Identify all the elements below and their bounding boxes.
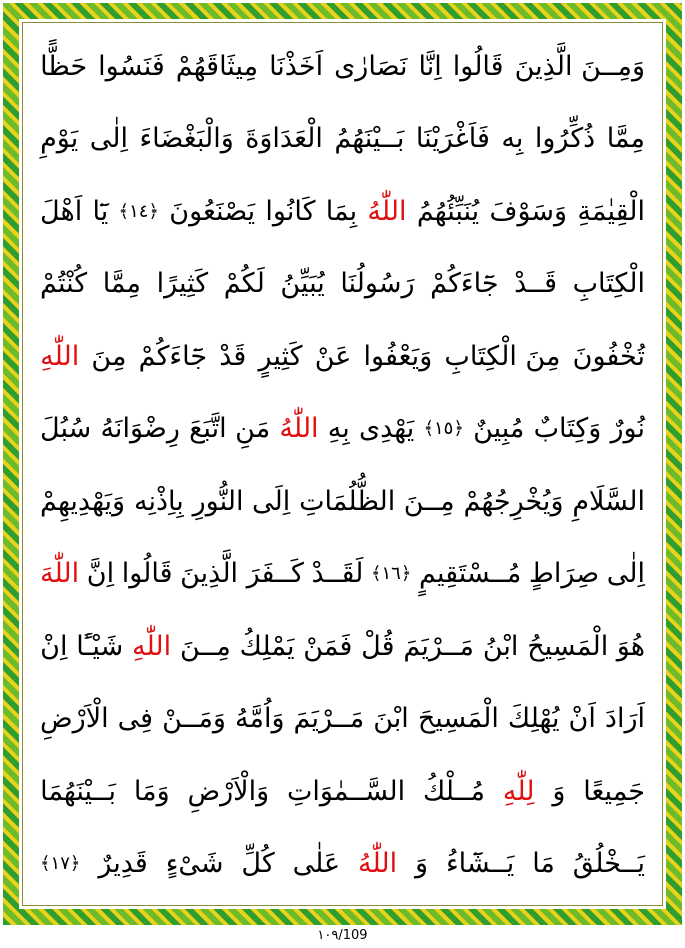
verse-word: رِضْوَانَهُ [100, 413, 180, 445]
verse-word: وَسَوْفَ [489, 195, 568, 227]
verse-word: قَالُوا [121, 558, 173, 590]
verse-word: وَمَــنْ [162, 703, 226, 735]
verse-word: عَلٰى [292, 848, 341, 880]
verse-word: السَّــمٰوَاتِ [287, 775, 406, 807]
verse-word: سُبُلَ [40, 413, 92, 445]
verse-number: ﴿١٤﴾ [118, 200, 159, 222]
verse-line [40, 175, 645, 248]
verse-word: يَــخْلُقُ [572, 848, 645, 880]
verse-word: مِمَّا [606, 123, 645, 155]
verse-word: مُــسْتَقِيمٍ [418, 558, 522, 590]
verse-line [40, 538, 645, 611]
verse-word: يُنَبِّئُهُمُ [416, 195, 480, 227]
verse-word: اِلٰى [89, 123, 128, 155]
verse-word: ذُكِّرُوا [534, 123, 596, 155]
verse-word: لِلّٰهِ [502, 775, 535, 807]
verse-word: كُلِّ [241, 848, 275, 880]
verse-word: كَثِيرًا [156, 268, 209, 300]
verse-word: وَ [415, 848, 429, 880]
verse-word: قَالُوا [452, 50, 504, 82]
verse-word: كَانُوا [265, 195, 316, 227]
verse-word: مُبِينٌ [473, 413, 525, 445]
verse-word: يَٓا [92, 195, 109, 227]
verse-word: وَيَعْفُوا [363, 340, 433, 372]
verse-word: الْاَرْضِ [40, 703, 109, 735]
verse-word: عَنْ [314, 340, 352, 372]
verse-word: قَدْ [219, 340, 247, 372]
verse-word: فَنَسُوا [98, 50, 165, 82]
verse-word: يُهْلِكَ [507, 703, 560, 735]
verse-word: وَيَهْدِيهِمْ [40, 485, 126, 517]
verse-word: فِى [117, 703, 154, 735]
verse-word: مَــرْيَمَ [293, 703, 365, 735]
verse-word: اَرَادَ [604, 703, 645, 735]
verse-word: يَوْمِ [40, 123, 79, 155]
verse-word: اَخَذْنَا [269, 50, 324, 82]
verse-word: شَيْـًٔا [76, 630, 124, 662]
verse-word: وَالْاَرْضِ [187, 775, 270, 807]
verse-word: وَمَا [133, 775, 170, 807]
verse-word: اللّٰهَ [40, 558, 80, 590]
verse-word: اللّٰهِ [40, 340, 80, 372]
verse-word: شَىْءٍ [165, 848, 224, 880]
verse-word: بَــيْنَهُمُ [334, 123, 405, 155]
verse-word: مِــنَ الظُّلُمَاتِ [299, 485, 455, 517]
verse-word: بَــيْنَهُمَا [40, 775, 117, 807]
verse-word: اَنْ [568, 703, 596, 735]
verse-word: هُوَ الْمَسِيحُ [527, 630, 645, 662]
verse-line [40, 683, 645, 756]
verse-word: مِنَ الْكِتَابِ [444, 340, 561, 372]
verse-word: مِمَّا [102, 268, 142, 300]
verse-word: يَصْنَعُونَ [169, 195, 256, 227]
verse-line [40, 828, 645, 901]
verse-word: السَّلَامِ [572, 485, 645, 517]
verse-word: مِــنَ [179, 630, 231, 662]
verse-word: مِيثَاقَهُمْ [175, 50, 259, 82]
verse-word: اِلَى النُّورِ [192, 485, 291, 517]
verse-word: نَصَارٰى [334, 50, 408, 82]
verse-word: فَاَغْرَيْنَا [415, 123, 490, 155]
verse-line [40, 30, 645, 103]
verse-text-area [40, 30, 645, 900]
verse-word: اللّٰهُ [279, 413, 319, 445]
verse-word: قَــدْ [514, 268, 557, 300]
verse-word: قَدِيرٌ [98, 848, 148, 880]
verse-line [40, 465, 645, 538]
verse-word: الْكِتَابِ [572, 268, 645, 300]
verse-word: يَمْلِكُ [239, 630, 295, 662]
verse-word: جَٓاءَكُمْ [430, 268, 499, 300]
verse-word: تُخْفُونَ [572, 340, 645, 372]
verse-word: جَمِيعًا [583, 775, 645, 807]
verse-line [40, 755, 645, 828]
verse-word: مَــرْيَمَ [403, 630, 475, 662]
verse-word: الْعَدَاوَةَ [245, 123, 323, 155]
page-number: ١٠٩/109 [317, 928, 368, 943]
verse-line [40, 320, 645, 393]
verse-word: اِنَّا [418, 50, 442, 82]
verse-word: وَيُخْرِجُهُمْ [463, 485, 564, 517]
verse-word: بِه [501, 123, 524, 155]
verse-word: اِلٰى [606, 558, 645, 590]
verse-word: بِمَا [325, 195, 358, 227]
verse-word: اَهْلَ [40, 195, 83, 227]
verse-word: رَسُولُنَا [340, 268, 415, 300]
verse-word: جَٓاءَكُمْ [138, 340, 208, 372]
verse-word: وَ [552, 775, 566, 807]
verse-word: كَــفَرَ الَّذِينَ [180, 558, 304, 590]
verse-word: كُنْتُمْ [40, 268, 88, 300]
verse-word: لَقَــدْ [311, 558, 364, 590]
verse-word: ابْنُ [482, 630, 519, 662]
verse-word: وَكِتَابٌ [533, 413, 602, 445]
verse-word: اللّٰهِ [132, 630, 172, 662]
verse-word: لَكُمْ [223, 268, 265, 300]
verse-word: الْمَسِيحَ [417, 703, 499, 735]
verse-word: نُورٌ [610, 413, 645, 445]
verse-word: وَمِــنَ الَّذِينَ [514, 50, 645, 82]
verse-word: اللّٰهُ [367, 195, 407, 227]
verse-word: فَمَنْ [303, 630, 353, 662]
verse-word: حَظًّا [40, 50, 88, 82]
verse-word: اِنْ [40, 630, 68, 662]
verse-word: وَالْبَغْضَاءَ [139, 123, 234, 155]
verse-line [40, 393, 645, 466]
verse-number: ﴿١٧﴾ [40, 853, 81, 875]
verse-line [40, 103, 645, 176]
verse-word: مُــلْكُ [423, 775, 485, 807]
verse-word: كَثِيرٍ [258, 340, 303, 372]
verse-word: بِاِذْنِه [133, 485, 184, 517]
verse-line [40, 248, 645, 321]
verse-word: قُلْ [361, 630, 395, 662]
verse-word: اللّٰهُ [358, 848, 398, 880]
verse-word: يَهْدِى [358, 413, 415, 445]
verse-word: مَا [532, 848, 555, 880]
verse-word: ابْنَ [373, 703, 409, 735]
verse-word: الْقِيٰمَةِ [577, 195, 645, 227]
verse-word: يُبَيِّنُ [280, 268, 325, 300]
verse-word: وَاُمَّهُ [235, 703, 285, 735]
verse-line [40, 610, 645, 683]
verse-word: صِرَاطٍ [528, 558, 600, 590]
verse-word: اِنَّ [86, 558, 115, 590]
verse-word: يَــشَٓاءُ [445, 848, 515, 880]
verse-word: مِنَ [91, 340, 127, 372]
verse-word: بِهِ [327, 413, 350, 445]
verse-word: مَنِ اتَّبَعَ [189, 413, 271, 445]
verse-number: ﴿١٥﴾ [423, 418, 464, 440]
verse-number: ﴿١٦﴾ [370, 563, 412, 585]
